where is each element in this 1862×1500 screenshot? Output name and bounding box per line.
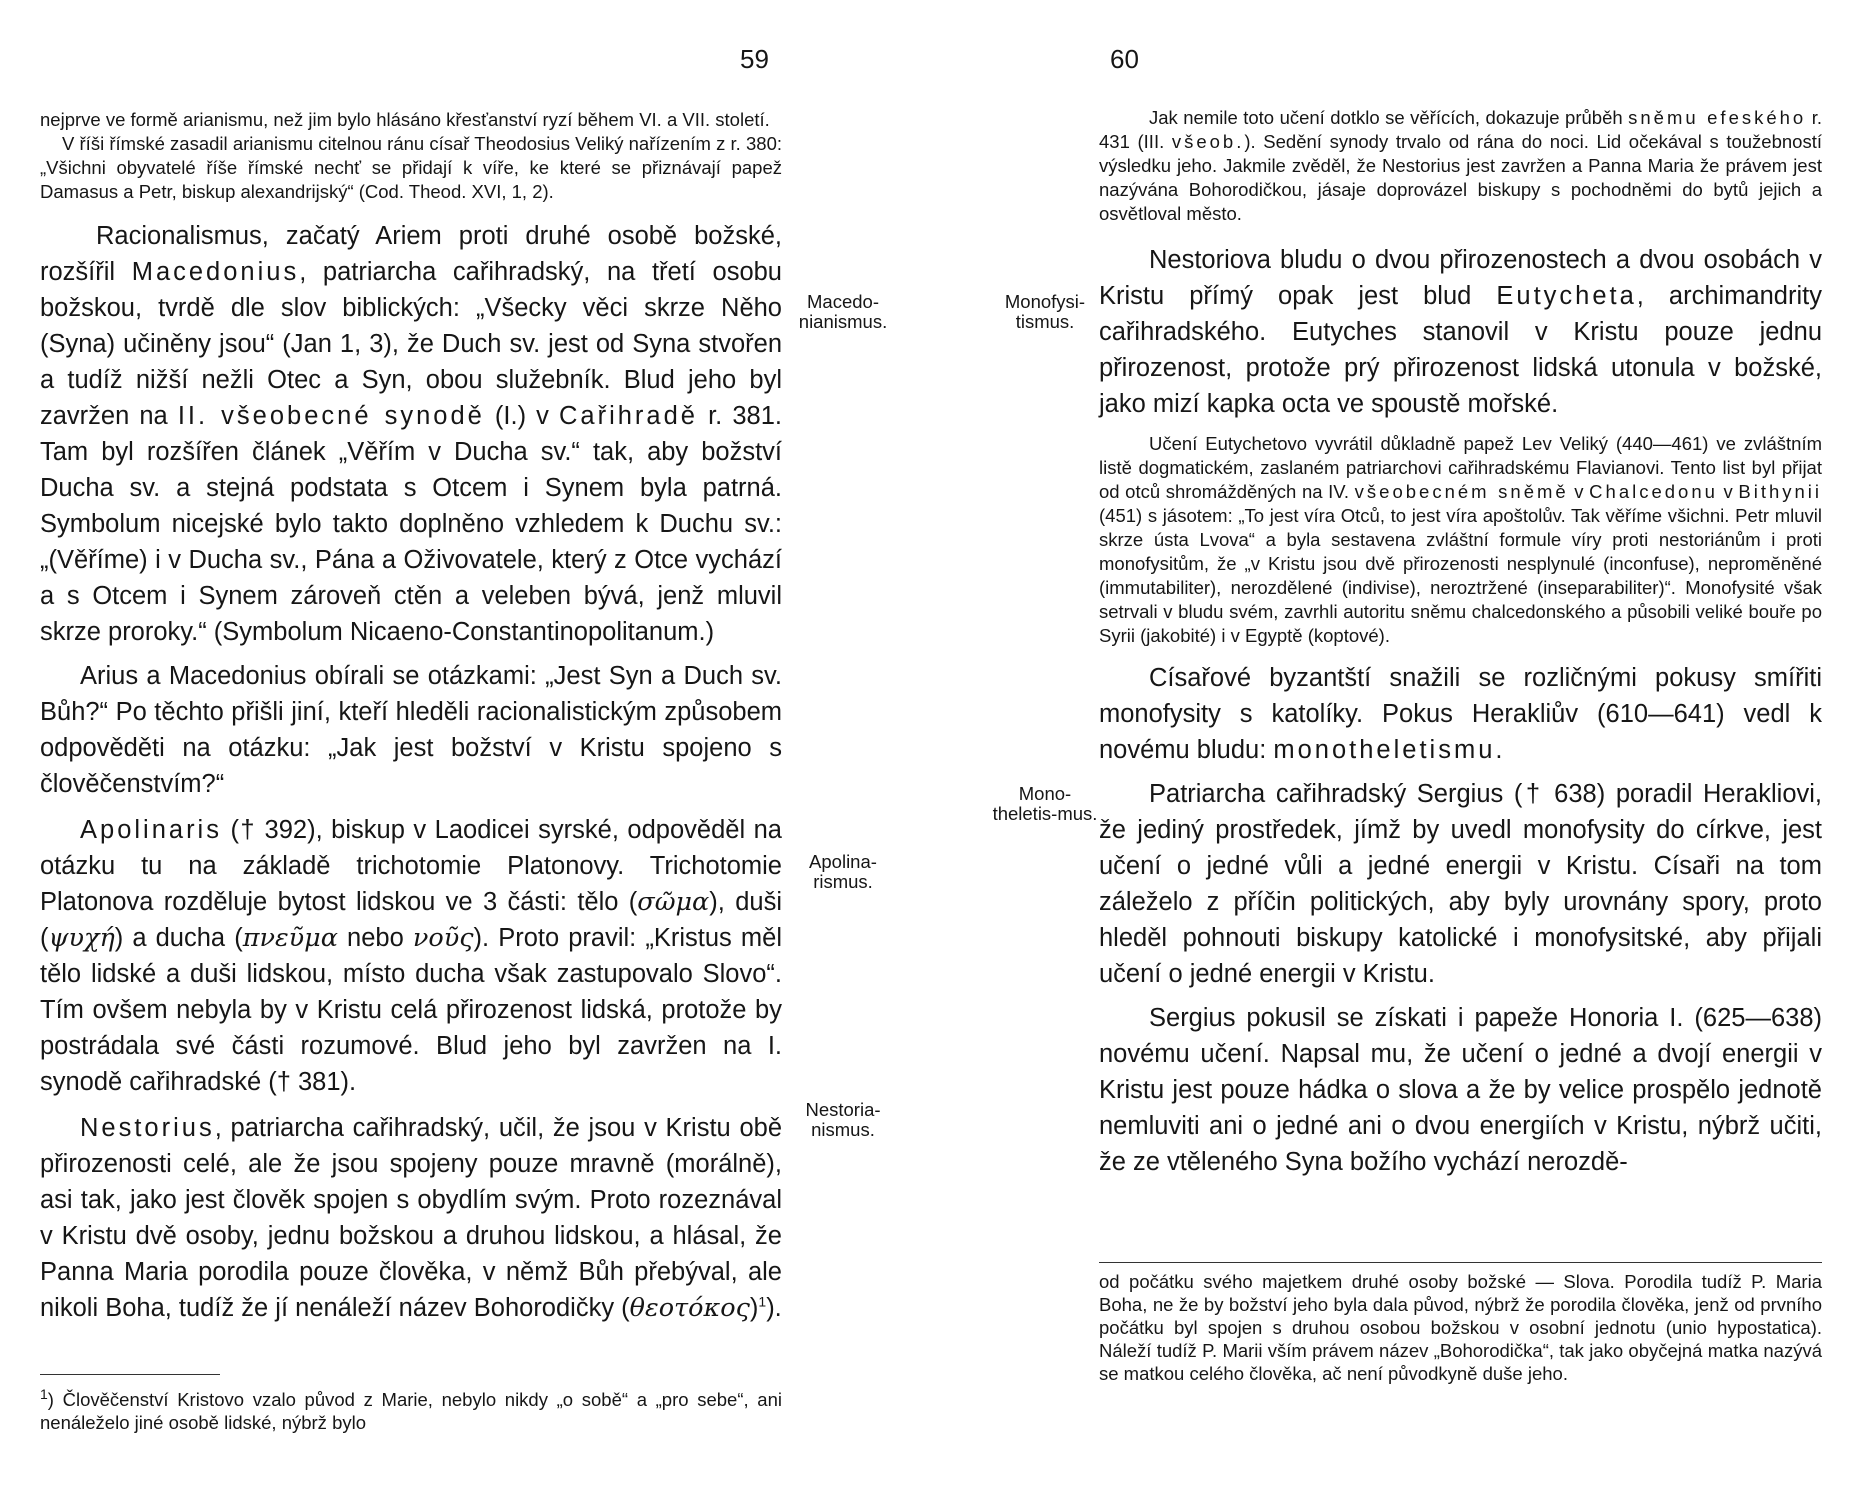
council-name: II. všeobecné synodě	[177, 402, 485, 430]
left-page	[0, 0, 900, 1500]
margin-note-apolinarismus: Apolina-rismus.	[809, 851, 877, 892]
right-text-column	[1099, 106, 1822, 1180]
footnote-number: 1	[40, 1385, 48, 1402]
margin-note-monotheletismus: Mono-theletis-mus.	[992, 783, 1098, 824]
name-nestorius: Nestorius	[80, 1114, 215, 1142]
left-footnote: $^1$) Člověčenství Kristovo vzalo původ z Marie, nebylo nikdy „o sobě“ a „pro sebe“, ani nenáleželo jiné osobě lidské, nýbrž bylo	[40, 1385, 782, 1433]
greek-soma: σῶμα	[637, 887, 710, 917]
footnote-rule	[40, 1374, 220, 1375]
nestorius-paragraph: Nestorius, patriarcha cařihradský, učil, že jsou v Kristu obě přirozenosti celé, ale že jsou spojeny pouze mravně (morálně), asi tak, jako jest člověk spojen s obydlím svým. Proto rozeznával v Kristu dvě osoby, jednu božskou a druhou lidskou, a hlásal, že Panna Maria porodila pouze člověka, v němž Bůh přebýval, ale nikoli Boha, tudíž že jí nenáleží název Bohorodičky $(\theta\varepsilon o\tau ό\kappa o\varsigma)^1$).	[40, 1114, 782, 1323]
page-number: 60	[1110, 44, 1139, 74]
theodosius-paragraph: V říši římské zasadil arianismu citelnou ránu císař Theodosius Veliký nařízením z r. 380: „Všichni obyvatelé říše římské nechť se přidají k víře, ke které se přiznávají papež Damasus a Petr, biskup alexandrijský“ (Cod. Theod. XVI, 1, 2).	[40, 133, 782, 202]
right-footnote: od počátku svého majetkem druhé osoby božské — Slova. Porodila tudíž P. Maria Boha, ne že by božství jeho byla dala původ, nýbrž že porodila člověka, jenž od prvního počátku byl spojen s druhou osobou božskou v osobní jednotu (unio hypostatica). Náleží tudíž P. Marii vším právem název „Bohorodička“, tak jako obyčejná matka nazývá se matkou celého člověka, ač není původkyně duše jeho.	[1099, 1271, 1822, 1384]
question-paragraph: Arius a Macedonius obírali se otázkami: „Jest Syn a Duch sv. Bůh?“ Po těchto přišli jiní, kteří hleděli racionalistickým způsobem odpověděti na otázku: „Jak jest božství v Kristu spojeno s člověčenstvím?“	[40, 662, 782, 798]
name-eutyches: Eutycheta	[1496, 282, 1637, 310]
right-page	[940, 0, 1862, 1500]
byzantine-paragraph: Císařové byzantští snažili se rozličnými pokusy smířiti monofysity s katolíky. Pokus Herakliův (610—641) vedl k novému bludu: monotheletismu.	[1099, 664, 1822, 764]
greek-nous: νοῦς	[412, 923, 474, 953]
chalcedon-paragraph: Učení Eutychetovo vyvrátil důkladně papež Lev Veliký (440—461) ve zvláštním listě dogmatickém, zaslaném patriarchovi cařihradskému Flavianovi. Tento list byl přijat od otců shromážděných na IV. všeobecném sněmě v Chalcedonu v Bithynii (451) s jásotem: „To jest víra Otců, to jest víra apoštolův. Tak věříme všichni. Petr mluvil skrze ústa Lvova“ a byla sestavena zvláštní formule víry proti nestoriánům i proti monofysitům, že „v Kristu jsou dvě přirozenosti nesplynulé (inconfuse), nepromĕněné (immutabiliter), nerozdělené (indivise), neroztržené (inseparabiliter)“. Monofysité však setrvali v bludu svém, zavrhli autoritu sněmu chalcedonského a působili veliké bouře po Syrii (jakobité) i v Egyptě (koptové).	[1099, 433, 1823, 646]
margin-note-nestorianismus: Nestoria-nismus.	[805, 1099, 881, 1140]
margin-note-macedonianismus: Macedo-nianismus.	[798, 291, 888, 332]
name-apolinaris: Apolinaris	[80, 816, 222, 844]
left-text-column	[40, 108, 782, 1326]
city-name: Chalcedonu	[1589, 481, 1718, 502]
name-macedonius: Macedonius	[131, 258, 300, 286]
apolinaris-paragraph: Apolinaris († 392), biskup v Laodicei syrské, odpověděl na otázku tu na základě trichotomie Platonovy. Trichotomie Platonova rozděluje bytost lidskou ve 3 části: tělo (σῶμα), duši (ψυχή) a ducha (πνεῦμα nebo νοῦς). Proto pravil: „Kristus měl tělo lidské a duši lidskou, místo ducha však zastupovalo Slovo“. Tím ovšem nebyla by v Kristu celá přirozenost lidská, protože by postrádala své části rozumové. Blud jeho byl zavržen na I. synodě cařihradské († 381).	[40, 816, 782, 1096]
intro-paragraph: nejprve ve formě arianismu, než jim bylo hlásáno křesťanství ryzí během VI. a VII. století.	[40, 109, 770, 130]
greek-psyche: ψυχή	[48, 923, 115, 953]
name-monotheletismus: monotheletismu	[1273, 736, 1496, 764]
council-name: sněmu efeského	[1628, 107, 1807, 128]
page-number: 59	[740, 44, 769, 74]
region-name: Bithynii	[1738, 481, 1823, 502]
council-name: všeobecném sněmě	[1354, 481, 1569, 502]
margin-note-monofysitismus: Monofysi-tismus.	[1004, 291, 1086, 332]
footnote-rule	[1099, 1262, 1822, 1263]
greek-theotokos: θεοτόκος	[629, 1293, 750, 1323]
eutyches-paragraph: Nestoriova bludu o dvou přirozenostech a dvou osobách v Kristu přímý opak jest blud Eutycheta, archimandrity cařihradského. Eutyches stanovil v Kristu pouze jednu přirozenost, protože prý přirozenost lidská utonula v božské, jako mizí kapka octa ve spoustě mořské.	[1099, 246, 1822, 418]
sergius-paragraph: Patriarcha cařihradský Sergius († 638) poradil Herakliovi, že jediný prostředek, jímž by uvedl monofysity do církve, jest učení o jedné vůli a jedné energii v Kristu. Císaři na tom záleželo z příčin politických, aby byly urovnány spory, proto hleděl pohnouti biskupy katolické i monofysitské, aby přijali učení o jedné energii v Kristu.	[1099, 780, 1822, 988]
ephesus-paragraph: Jak nemile toto učení dotklo se věřících, dokazuje průběh sněmu efeského r. 431 (III. všeob.). Sedění synody trvalo od rána do noci. Lid očekával s toužebností výsledku jeho. Jakmile zvěděl, že Nestorius jest zavržen a Panna Maria že právem jest nazývána Bohorodičkou, jásaje doprovázel biskupy s pochodněmi do bytů jejich a osvětloval město.	[1099, 107, 1822, 224]
greek-pneuma: πνεῦμα	[242, 923, 338, 953]
honorius-paragraph: Sergius pokusil se získati i papeže Honoria I. (625—638) novému učení. Napsal mu, že učení o jedné a dvojí energii v Kristu jest pouze hádka o slova a že by velice prospělo jednotě nemluviti ani o jedné ani o dvou energiích v Kristu, nýbrž učiti, že ze vtěleného Syna božího vychází nerozdě-	[1099, 1004, 1822, 1176]
city-name: Cařihradě	[559, 402, 698, 430]
footnote-marker: 1	[758, 1293, 767, 1310]
macedonius-paragraph: Racionalismus, začatý Ariem proti druhé osobě božské, rozšířil Macedonius, patriarcha cařihradský, na třetí osobu božskou, tvrdě dle slov biblických: „Všecky věci skrze Něho (Syna) učiněny jsou“ (Jan 1, 3), že Duch sv. jest od Syna stvořen a tudíž nižší nežli Otec a Syn, obou služebník. Blud jeho byl zavržen na II. všeobecné synodě (I.) v Cařihradě r. 381. Tam byl rozšířen článek „Věřím v Ducha sv.“ tak, aby božství Ducha sv. a stejná podstata s Otcem i Synem byla patrná. Symbolum nicejské bylo takto doplněno vzhledem k Duchu sv.: „(Věříme) i v Ducha sv., Pána a Oživovatele, který z Otce vychází a s Otcem i Synem zároveň ctěn a veleben bývá, jenž mluvil skrze proroky.“ (Symbolum Nicaeno-Constantinopolitanum.)	[40, 222, 782, 646]
